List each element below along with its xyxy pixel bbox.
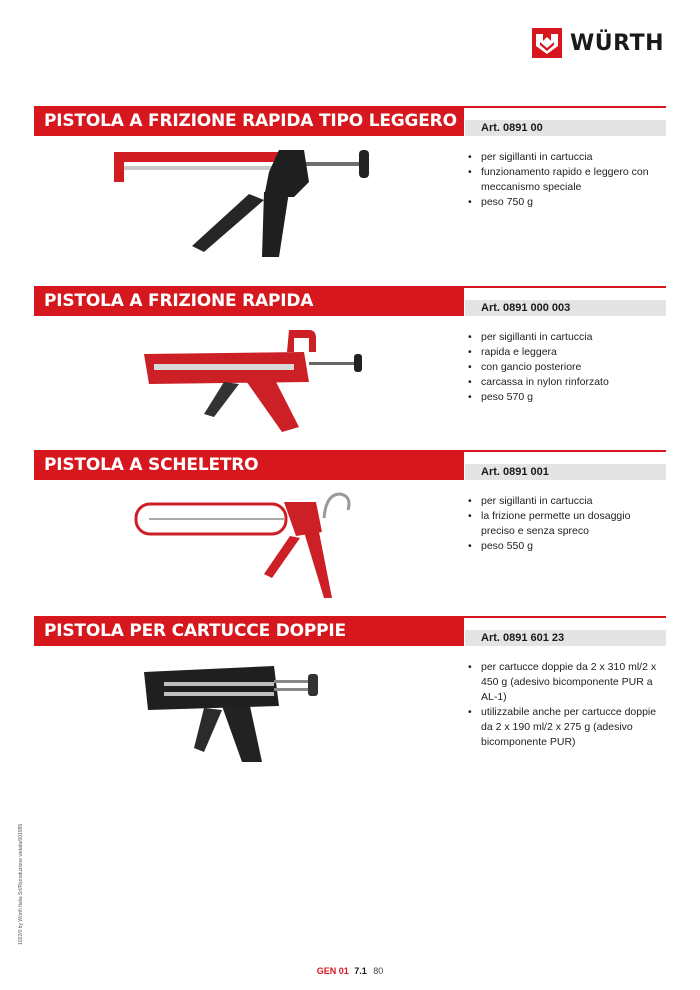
copyright-note: 1022/0 by Würth Italia Srl/Riproduzione vietata/001995 [18, 823, 24, 945]
page-footer [0, 966, 700, 976]
feature-item: • funzionamento rapido e leggero con meccanismo speciale [465, 165, 665, 195]
article-number: Art. 0891 001 [465, 464, 666, 480]
product-section-1 [34, 106, 666, 266]
feature-list [465, 330, 665, 405]
product-section-4 [34, 616, 666, 776]
feature-item: • la frizione permette un dosaggio preciso e senza spreco [465, 509, 665, 539]
wurth-logo-icon [532, 28, 562, 58]
feature-list [465, 494, 665, 554]
feature-item: • per sigillanti in cartuccia [465, 494, 665, 509]
feature-item: • peso 570 g [465, 390, 665, 405]
title-rule [464, 106, 666, 108]
feature-list [465, 150, 665, 210]
title-rule [464, 450, 666, 452]
title-rule [464, 616, 666, 618]
product-section-3 [34, 450, 666, 610]
article-number: Art. 0891 00 [465, 120, 666, 136]
article-number: Art. 0891 601 23 [465, 630, 666, 646]
chapter-number: 7.1 [354, 966, 367, 976]
title-rule [464, 286, 666, 288]
article-number: Art. 0891 000 003 [465, 300, 666, 316]
feature-item: • peso 550 g [465, 539, 665, 554]
caulking-gun-image [104, 486, 404, 606]
wurth-logo [532, 28, 664, 58]
caulking-gun-image [104, 142, 404, 262]
feature-item: • peso 750 g [465, 195, 665, 210]
feature-item: • con gancio posteriore [465, 360, 665, 375]
feature-item: • carcassa in nylon rinforzato [465, 375, 665, 390]
product-title: PISTOLA A SCHELETRO [34, 450, 464, 480]
dual-cartridge-gun-image [104, 652, 404, 772]
feature-item: • per sigillanti in cartuccia [465, 330, 665, 345]
product-section-2 [34, 286, 666, 446]
feature-item: • per cartucce doppie da 2 x 310 ml/2 x 450 g (adesivo bicomponente PUR a AL-1) [465, 660, 665, 705]
catalog-code: GEN 01 [316, 966, 349, 976]
brand-name: WÜRTH [570, 30, 665, 56]
caulking-gun-image [104, 322, 404, 442]
product-title: PISTOLA PER CARTUCCE DOPPIE [34, 616, 464, 646]
feature-item: • per sigillanti in cartuccia [465, 150, 665, 165]
feature-item: • rapida e leggera [465, 345, 665, 360]
page-number: 80 [373, 966, 384, 976]
feature-item: • utilizzabile anche per cartucce doppie da 2 x 190 ml/2 x 275 g (adesivo bicomponente PUR) [465, 705, 665, 750]
product-title: PISTOLA A FRIZIONE RAPIDA [34, 286, 464, 316]
product-title: PISTOLA A FRIZIONE RAPIDA TIPO LEGGERO [34, 106, 464, 136]
feature-list [465, 660, 665, 750]
